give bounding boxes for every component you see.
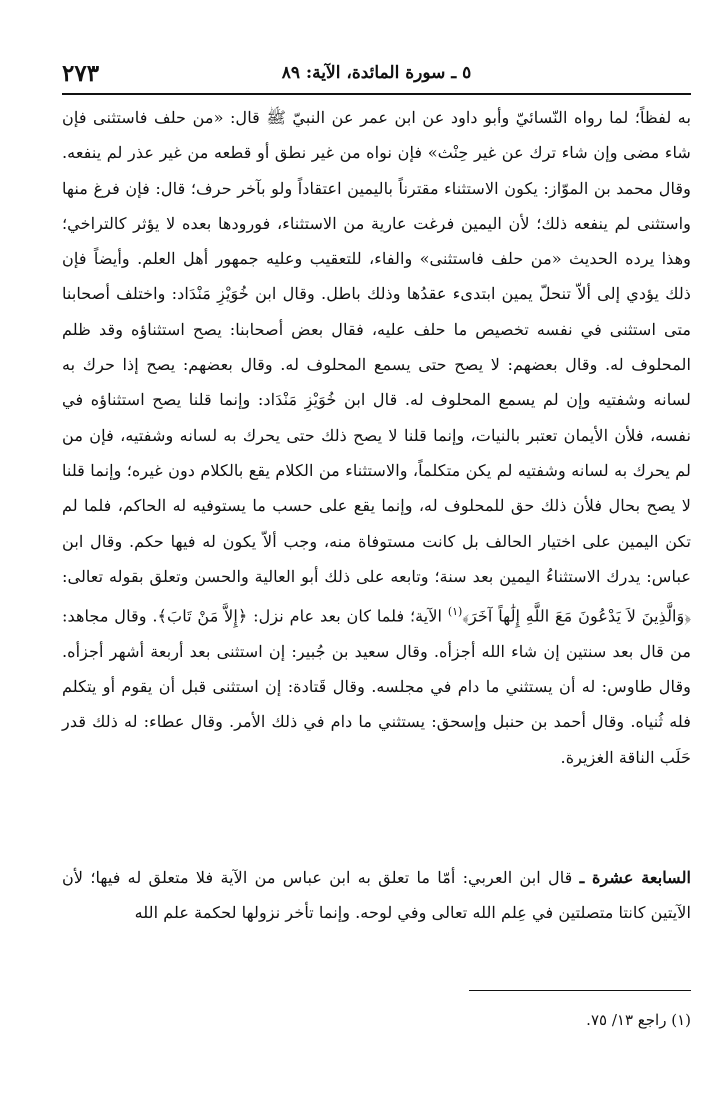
header-divider bbox=[62, 93, 691, 95]
footnote: (١) راجع ١٣/ ٧٥. bbox=[586, 1011, 691, 1029]
footnote-divider bbox=[469, 990, 691, 991]
main-text bbox=[62, 100, 691, 775]
section-text: قال ابن العربي: أمّا ما تعلق به ابن عباس من الآية فلا متعلق له فيها؛ لأن الآيتين كانتا متصلتين في عِلم الله تعالى وفي لوحه. وإنما تأخر نزولها لحكمة علم الله bbox=[62, 868, 691, 922]
paragraph bbox=[62, 860, 691, 930]
paragraph-text-continued: الآية؛ فلما كان بعد عام نزل: ﴿إِلاَّ مَنْ تَابَ﴾. وقال مجاهد: من قال بعد سنتين إن شاء الله أجزأه. وقال سعيد بن جُبير: إن استثنى بعد أربعة أشهر أجزأه. وقال طاوس: له أن يستثني ما دام في مجلسه. وقال قَتادة: إن استثنى قبل أن يقوم أو يتكلم فله ثُنياه. وقال أحمد بن حنبل وإسحق: يستثني ما دام في ذلك الأمر. وقال عطاء: له ذلك قدر حَلَب الناقة الغزيرة. bbox=[62, 606, 691, 767]
page-header bbox=[62, 60, 691, 90]
section-heading: السابعة عشرة ـ bbox=[579, 868, 692, 887]
page-number: ٢٧٣ bbox=[62, 60, 100, 87]
running-title: ٥ ـ سورة المائدة، الآية: ٨٩ bbox=[281, 63, 472, 83]
section-seventeen bbox=[62, 860, 691, 930]
paragraph bbox=[62, 100, 691, 775]
paragraph-text: به لفظاً؛ لما رواه النّسائيّ وأبو داود عن ابن عمر عن النبيّ ﷺ قال: «من حلف فاستثنى فإن شاء مضى وإن شاء ترك عن غير حِنْث» فإن نواه من غير نطق أو قطعه من غير عذر لم ينفعه. وقال محمد بن الموّاز: يكون الاستثناء مقترناً باليمين اعتقاداً ولو بآخر حرف؛ قال: فإن فرغ منها واستثنى لم ينفعه ذلك؛ لأن اليمين فرغت عارية من الاستثناء، فورودها بعده لا يؤثر كالتراخي؛ وهذا يرده الحديث «من حلف فاستثنى» والفاء، للتعقيب وعليه جمهور أهل العلم. وأيضاً فإن ذلك يؤدي إلى ألاّ تنحلّ يمين ابتدىء عقدُها وذلك باطل. وقال ابن خُوَيْزِ مَنْدَاد: واختلف أصحابنا متى استثنى في نفسه تخصيص ما حلف عليه، فقال بعض أصحابنا: يصح استثناؤه وقد ظلم المحلوف له. وقال بعضهم: لا يصح حتى يسمع المحلوف له. وقال بعضهم: يصح إذا حرك به لسانه وشفتيه وإن لم يسمع المحلوف له. قال ابن خُوَيْزِ مَنْدَاد: وإنما قلنا يصح استثناؤه في نفسه، فلأن الأيمان تعتبر بالنيات، وإنما قلنا لا يصح ذلك حتى يحرك به لسانه وشفتيه، فإن من لم يحرك به لسانه وشفتيه لم يكن متكلماً، والاستثناء من الكلام يقع بالكلام دون غيره؛ وإنما قلنا لا يصح بحال فلأن ذلك حق للمحلوف له، وإنما يقع على حسب ما يستوفيه له الحاكم، فلما لم تكن اليمين على اختيار الحالف بل كانت مستوفاة منه، وجب ألاّ يكون له فيها حكم. وقال ابن عباس: يدرك الاستثناءُ اليمين بعد سنة؛ وتابعه على ذلك أبو العالية والحسن وتعلق بقوله تعالى: ﴿وَالَّذِينَ لاَ يَدْعُونَ مَعَ اللَّهِ إِلَٰهاً آخَرَ﴾ bbox=[62, 108, 691, 626]
footnote-reference: (١) bbox=[447, 605, 463, 619]
